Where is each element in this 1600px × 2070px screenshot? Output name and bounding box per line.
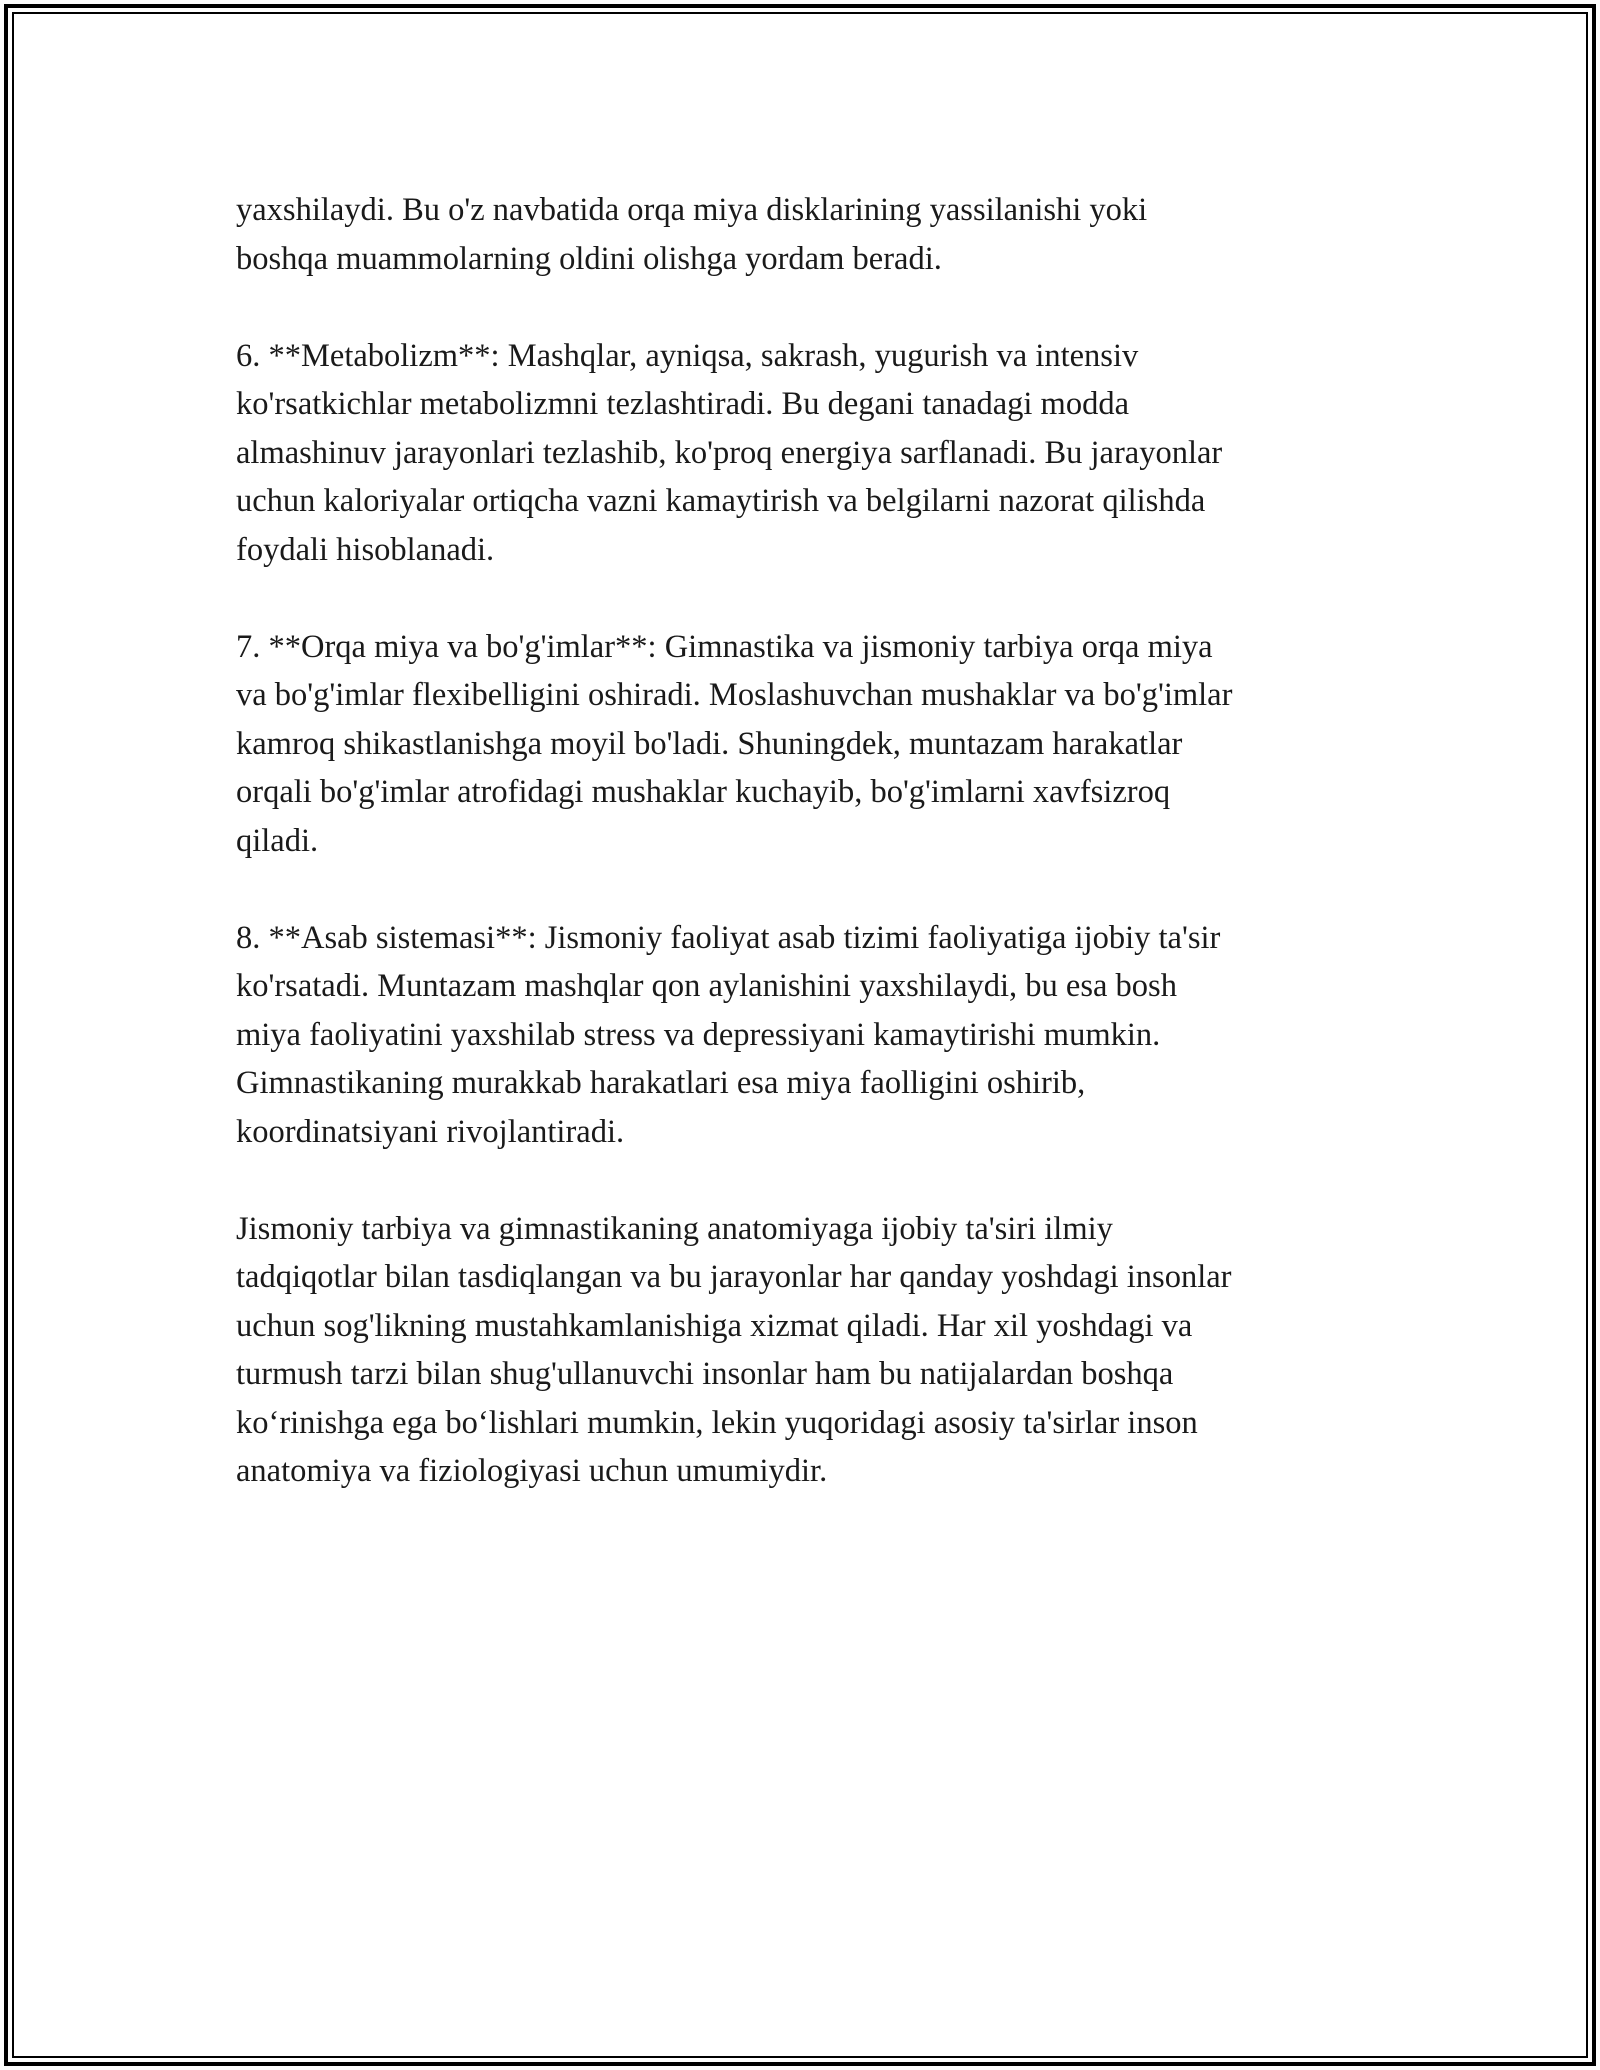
text-line: uchun kaloriyalar ortiqcha vazni kamaytirish va belgilarni nazorat qilishda	[236, 483, 1206, 519]
paragraph-metabolizm	[236, 332, 1366, 575]
text-line: qiladi.	[236, 822, 319, 859]
text-line: uchun sog'likning mustahkamlanishiga xizmat qiladi. Har xil yoshdagi va	[236, 1307, 1193, 1344]
paragraph-continuation	[236, 186, 1366, 283]
text-line: tadqiqotlar bilan tasdiqlangan va bu jarayonlar har qanday yoshdagi insonlar	[236, 1259, 1232, 1295]
text-line: koordinatsiyani rivojlantiradi.	[236, 1113, 625, 1150]
text-line: kamroq shikastlanishga moyil bo'ladi. Shuningdek, muntazam harakatlar	[236, 725, 1183, 762]
text-line: va bo'g'imlar flexibelligini oshiradi. Moslashuvchan mushaklar va bo'g'imlar	[236, 677, 1233, 713]
text-line: orqali bo'g'imlar atrofidagi mushaklar kuchayib, bo'g'imlarni xavfsizroq	[236, 774, 1171, 810]
text-line: boshqa muammolarning oldini olishga yordam beradi.	[236, 240, 942, 277]
text-line: ko‘rinishga ega bo‘lishlari mumkin, lekin yuqoridagi asosiy ta'sirlar inson	[236, 1404, 1198, 1441]
text-line: almashinuv jarayonlari tezlashib, ko'proq energiya sarflanadi. Bu jarayonlar	[236, 434, 1223, 471]
paragraph-orqa-miya	[236, 623, 1366, 866]
text-line: 7. **Orqa miya va bo'g'imlar**: Gimnastika va jismoniy tarbiya orqa miya	[236, 628, 1213, 665]
text-line: 6. **Metabolizm**: Mashqlar, ayniqsa, sakrash, yugurish va intensiv	[236, 337, 1139, 374]
text-line: anatomiya va fiziologiyasi uchun umumiydir.	[236, 1453, 828, 1489]
text-line: turmush tarzi bilan shug'ullanuvchi insonlar ham bu natijalardan boshqa	[236, 1356, 1174, 1392]
paragraph-asab-sistemasi	[236, 914, 1366, 1157]
text-line: 8. **Asab sistemasi**: Jismoniy faoliyat asab tizimi faoliyatiga ijobiy ta'sir	[236, 919, 1221, 956]
text-line: miya faoliyatini yaxshilab stress va depressiyani kamaytirishi mumkin.	[236, 1016, 1161, 1053]
text-line: foydali hisoblanadi.	[236, 531, 495, 568]
text-line: ko'rsatadi. Muntazam mashqlar qon aylanishini yaxshilaydi, bu esa bosh	[236, 968, 1177, 1004]
document-body	[236, 186, 1366, 1544]
paragraph-conclusion	[236, 1205, 1366, 1496]
text-line: ko'rsatkichlar metabolizmni tezlashtiradi. Bu degani tanadagi modda	[236, 386, 1130, 422]
text-line: Gimnastikaning murakkab harakatlari esa miya faolligini oshirib,	[236, 1065, 1086, 1101]
text-line: Jismoniy tarbiya va gimnastikaning anatomiyaga ijobiy ta'siri ilmiy	[236, 1210, 1113, 1247]
text-line: yaxshilaydi. Bu o'z navbatida orqa miya disklarining yassilanishi yoki	[236, 192, 1148, 228]
